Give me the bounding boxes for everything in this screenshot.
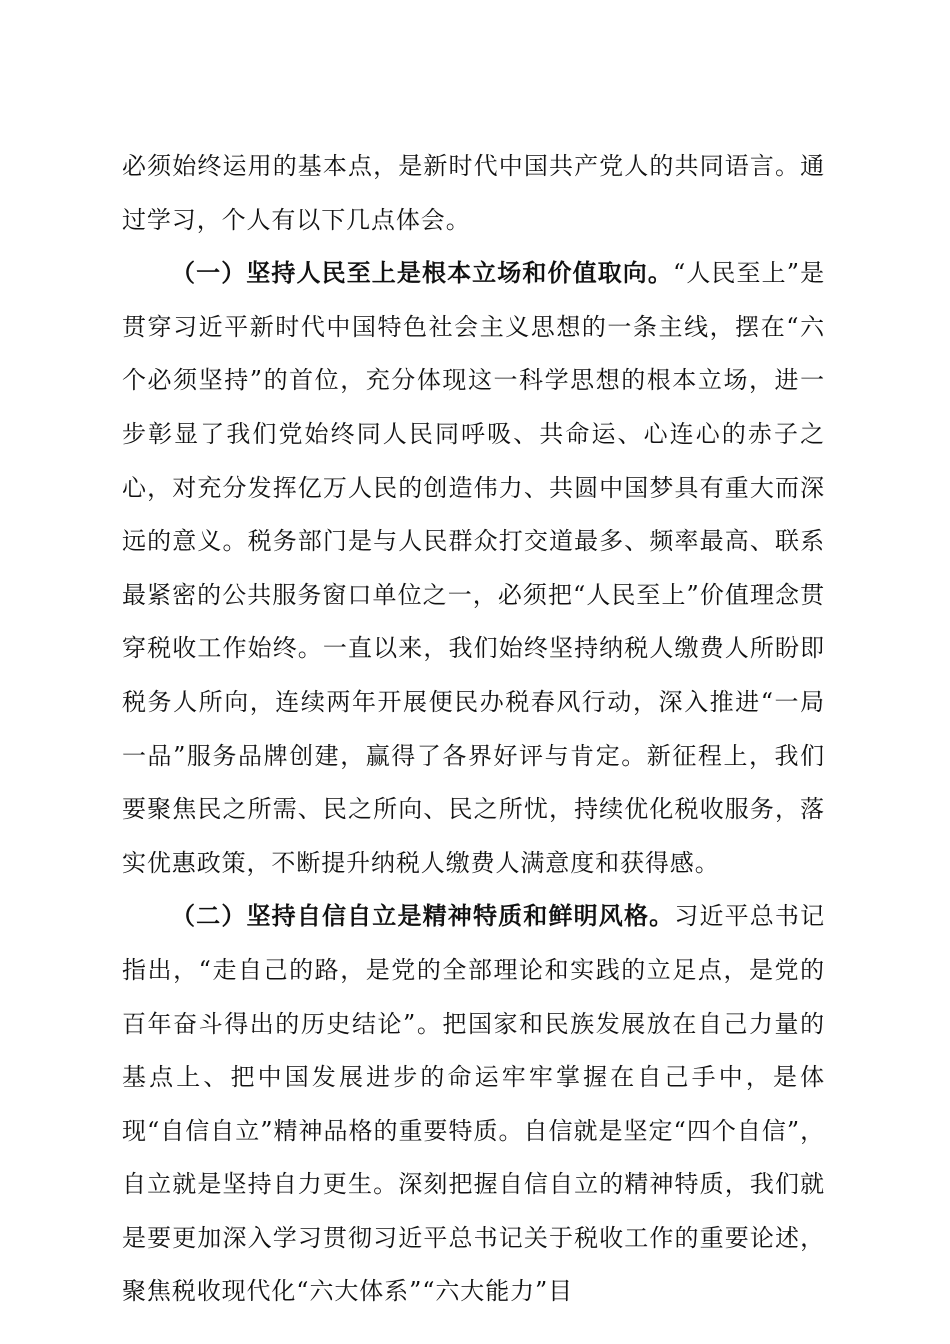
paragraph-continuation: [122, 140, 825, 247]
paragraph-heading: （一）坚持人民至上是根本立场和价值取向。: [171, 259, 673, 288]
paragraph-text: 习近平总书记指出，“走自己的路，是党的全部理论和实践的立足点，是党的百年奋斗得出的历史结论”。把国家和民族发展放在自己力量的基点上、把中国发展进步的命运牢牢掌握在自己手中，是体现“自信自立”精神品格的重要特质。自信就是坚定“四个自信”，自立就是坚持自力更生。深刻把握自信自立的精神特质，我们就是要更加深入学习贯彻习近平总书记关于税收工作的重要论述，聚焦税收现代化“六大体系”“六大能力”目: [122, 902, 825, 1306]
document-body: [122, 140, 825, 1319]
paragraph-self-confidence: [122, 890, 825, 1319]
paragraph-text: 必须始终运用的基本点，是新时代中国共产党人的共同语言。通过学习，个人有以下几点体会。: [122, 152, 825, 234]
paragraph-heading: （二）坚持自信自立是精神特质和鲜明风格。: [171, 902, 675, 931]
paragraph-text: “人民至上”是贯穿习近平新时代中国特色社会主义思想的一条主线，摆在“六个必须坚持”的首位，充分体现这一科学思想的根本立场，进一步彰显了我们党始终同人民同呼吸、共命运、心连心的赤子之心，对充分发挥亿万人民的创造伟力、共圆中国梦具有重大而深远的意义。税务部门是与人民群众打交道最多、频率最高、联系最紧密的公共服务窗口单位之一，必须把“人民至上”价值理念贯穿税收工作始终。一直以来，我们始终坚持纳税人缴费人所盼即税务人所向，连续两年开展便民办税春风行动，深入推进“一局一品”服务品牌创建，赢得了各界好评与肯定。新征程上，我们要聚焦民之所需、民之所向、民之所忧，持续优化税收服务，落实优惠政策，不断提升纳税人缴费人满意度和获得感。: [122, 259, 825, 877]
paragraph-people-first: [122, 247, 825, 890]
